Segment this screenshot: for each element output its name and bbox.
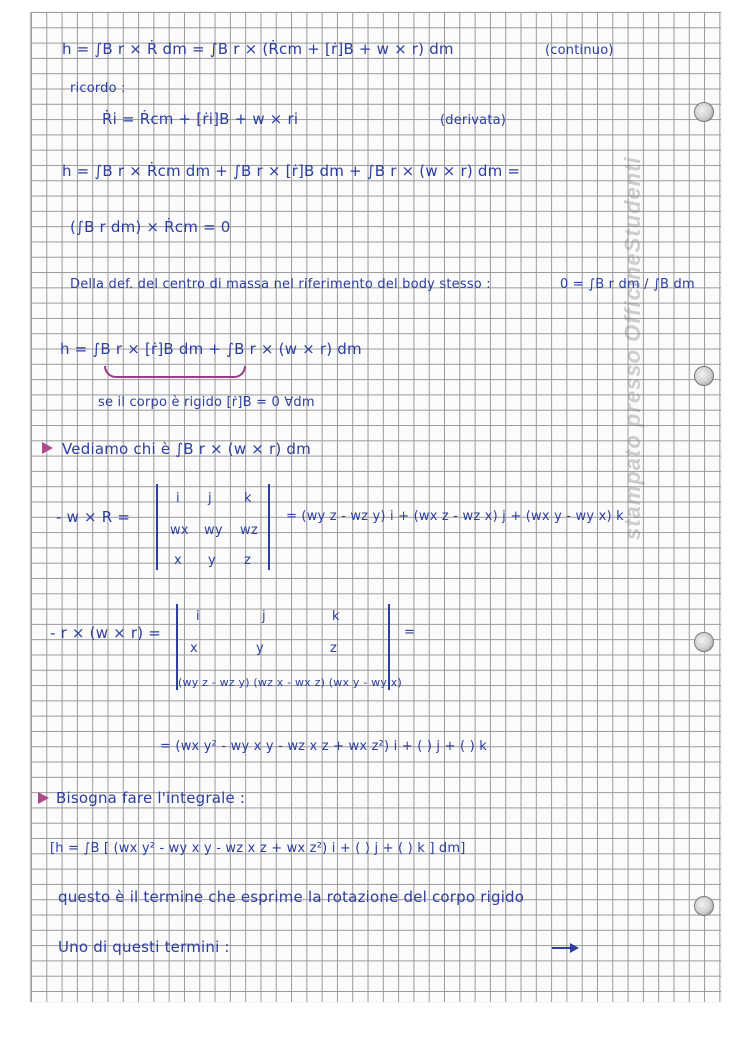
bullet-marker xyxy=(38,792,49,804)
equation-integral: [h = ∫B [ (wx y² - wy x y - wz x z + wx z²) i + ( ) j + ( ) k ] dm] xyxy=(50,841,466,856)
det2-r2c1: x xyxy=(190,641,198,656)
det1-r2c3: wz xyxy=(240,523,258,538)
det1-r1c1: i xyxy=(176,491,180,506)
bullet-marker xyxy=(42,442,53,454)
det1-r1c2: j xyxy=(208,491,212,506)
det2-r3: (wy z - wz y) (wz x - wx z) (wx y - wy x) xyxy=(178,676,402,689)
binder-hole-bottom xyxy=(694,896,714,916)
note-center-of-mass-definition: Della def. del centro di massa nel riferimento del body stesso : xyxy=(70,277,491,292)
print-watermark: stampato presso OfficineStudenti xyxy=(620,156,645,540)
det1-r3c2: y xyxy=(208,553,216,568)
heading-vediamo: Vediamo chi è ∫B r × (w × r) dm xyxy=(62,440,311,458)
binder-hole-top xyxy=(694,102,714,122)
underbrace-rigid-term xyxy=(104,366,246,378)
note-continuo: (continuo) xyxy=(545,43,614,58)
det2-r1c1: i xyxy=(196,609,200,624)
det2-r1c2: j xyxy=(262,609,266,624)
determinant-1-left-bar xyxy=(156,484,158,570)
det1-r2c2: wy xyxy=(204,523,223,538)
det1-r3c3: z xyxy=(244,553,252,568)
note-ricordo: ricordo : xyxy=(70,81,126,96)
determinant-1-result: = (wy z - wz y) i + (wx z - wz x) j + (wx y - wy x) k xyxy=(286,509,624,524)
binder-hole-lower-middle xyxy=(694,632,714,652)
label-cross-product-1: - w × R = xyxy=(56,508,131,526)
heading-bisogna-integrale: Bisogna fare l'integrale : xyxy=(56,789,246,807)
note-rigid-body: se il corpo è rigido [ṙ]B = 0 ∀dm xyxy=(98,395,315,410)
note-rotation-term: questo è il termine che esprime la rotazione del corpo rigido xyxy=(58,888,525,906)
determinant-2-equals: = xyxy=(404,625,416,640)
binder-hole-upper-middle xyxy=(694,366,714,386)
equation-expansion: h = ∫B r × Ṙcm dm + ∫B r × [ṙ]B dm + ∫B r × (w × r) dm = xyxy=(62,162,521,180)
det1-r1c3: k xyxy=(244,491,252,506)
equation-expanded-result: = (wx y² - wy x y - wz x z + wx z²) i + ( ) j + ( ) k xyxy=(160,739,487,754)
equation-center-of-mass: 0 = ∫B r dm / ∫B dm xyxy=(560,277,695,292)
equation-h-rewritten: h = ∫B r × [ṙ]B dm + ∫B r × (w × r) dm xyxy=(60,340,362,358)
det2-r2c3: z xyxy=(330,641,338,656)
det2-r1c3: k xyxy=(332,609,340,624)
determinant-1-right-bar xyxy=(268,484,270,570)
label-cross-product-2: - r × (w × r) = xyxy=(50,624,162,642)
continue-arrow-shaft xyxy=(552,947,572,949)
det2-r2c2: y xyxy=(256,641,264,656)
equation-angular-momentum: h = ∫B r × Ṙ dm = ∫B r × (Ṙcm + [ṙ]B + w × r) dm xyxy=(62,40,454,58)
note-derivata: (derivata) xyxy=(440,113,507,128)
equation-velocity: Ṙi = Ṙcm + [ṙi]B + w × ri xyxy=(102,110,299,128)
det1-r2c1: wx xyxy=(170,523,189,538)
continue-arrow-icon xyxy=(570,943,579,953)
equation-center-of-mass-term: (∫B r dm) × Ṙcm = 0 xyxy=(70,218,231,236)
note-one-of-these-terms: Uno di questi termini : xyxy=(58,938,230,956)
det1-r3c1: x xyxy=(174,553,182,568)
